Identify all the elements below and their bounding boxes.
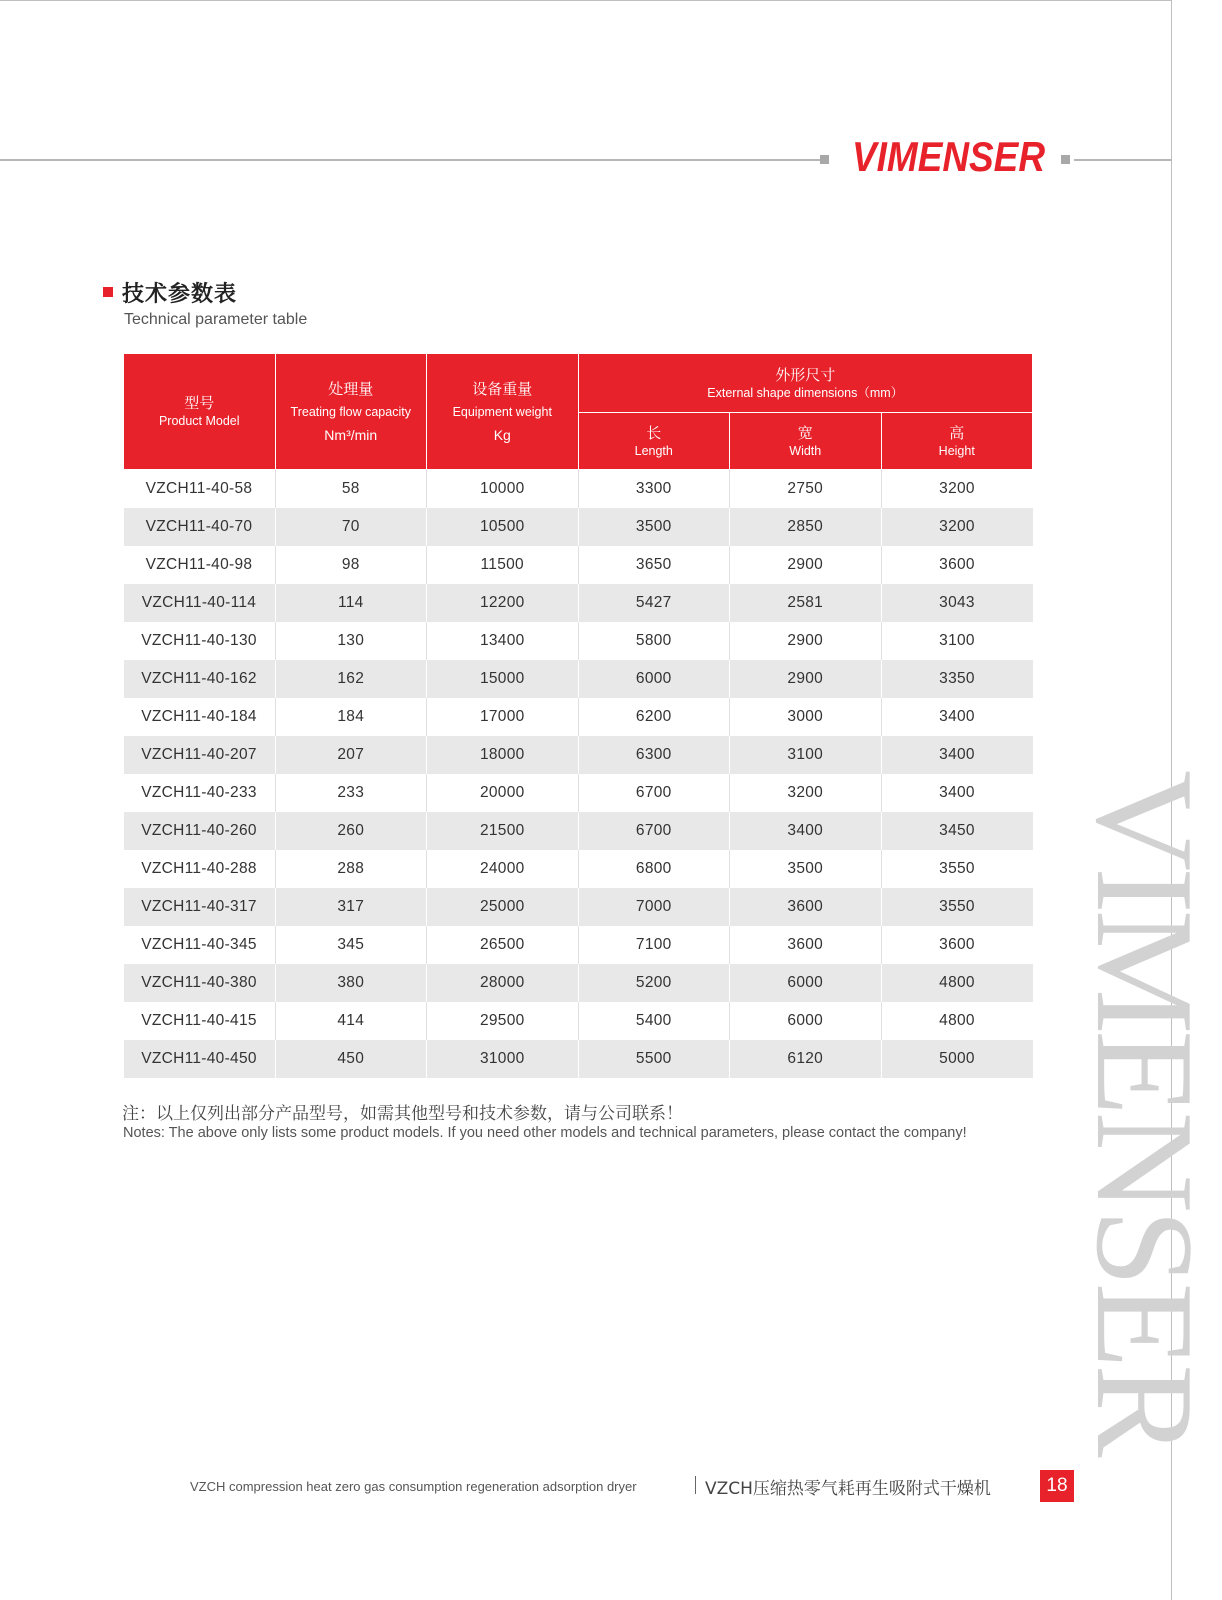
header-weight bbox=[427, 354, 579, 470]
header-height bbox=[881, 413, 1033, 470]
header-width-en: Width bbox=[789, 443, 822, 458]
table-row bbox=[124, 736, 1033, 774]
cell-flow: 233 bbox=[275, 774, 427, 812]
cell-length: 5400 bbox=[578, 1002, 730, 1040]
header-weight-cn: 设备重量 bbox=[472, 379, 533, 398]
header-dimensions-cn: 外形尺寸 bbox=[775, 365, 836, 384]
cell-flow: 450 bbox=[275, 1040, 427, 1078]
header-rule-right bbox=[1074, 159, 1172, 161]
table-row bbox=[124, 546, 1033, 584]
table-row bbox=[124, 660, 1033, 698]
table-row bbox=[124, 508, 1033, 546]
cell-weight: 13400 bbox=[427, 622, 579, 660]
cell-height: 3600 bbox=[881, 546, 1033, 584]
page-top-border bbox=[0, 0, 1172, 1]
brand-watermark-text: VIMENSER bbox=[1067, 770, 1222, 1454]
table-row bbox=[124, 470, 1033, 509]
table-body bbox=[124, 470, 1033, 1079]
cell-width: 2900 bbox=[730, 546, 882, 584]
cell-length: 6700 bbox=[578, 774, 730, 812]
table-row bbox=[124, 1002, 1033, 1040]
cell-flow: 414 bbox=[275, 1002, 427, 1040]
table-row bbox=[124, 774, 1033, 812]
cell-model: VZCH11-40-207 bbox=[124, 736, 276, 774]
section-subtitle: Technical parameter table bbox=[124, 311, 308, 328]
cell-height: 4800 bbox=[881, 1002, 1033, 1040]
cell-flow: 70 bbox=[275, 508, 427, 546]
header-flow-unit: Nm³/min bbox=[324, 426, 378, 443]
cell-weight: 12200 bbox=[427, 584, 579, 622]
cell-weight: 21500 bbox=[427, 812, 579, 850]
table-row bbox=[124, 812, 1033, 850]
table-row bbox=[124, 584, 1033, 622]
cell-length: 5500 bbox=[578, 1040, 730, 1078]
brand-watermark bbox=[1067, 770, 1222, 1600]
cell-length: 6700 bbox=[578, 812, 730, 850]
header-height-cn: 高 bbox=[949, 423, 965, 442]
table-row bbox=[124, 1040, 1033, 1078]
cell-model: VZCH11-40-317 bbox=[124, 888, 276, 926]
cell-flow: 317 bbox=[275, 888, 427, 926]
cell-model: VZCH11-40-260 bbox=[124, 812, 276, 850]
cell-height: 3043 bbox=[881, 584, 1033, 622]
cell-flow: 288 bbox=[275, 850, 427, 888]
cell-length: 3650 bbox=[578, 546, 730, 584]
cell-weight: 24000 bbox=[427, 850, 579, 888]
cell-height: 3400 bbox=[881, 736, 1033, 774]
footer-title-chinese: VZCH压缩热零气耗再生吸附式干燥机 bbox=[705, 1479, 991, 1499]
cell-height: 4800 bbox=[881, 964, 1033, 1002]
cell-weight: 10000 bbox=[427, 470, 579, 509]
cell-length: 7000 bbox=[578, 888, 730, 926]
header-width-cn: 宽 bbox=[797, 423, 813, 442]
cell-length: 6800 bbox=[578, 850, 730, 888]
cell-model: VZCH11-40-114 bbox=[124, 584, 276, 622]
cell-flow: 58 bbox=[275, 470, 427, 509]
table-row bbox=[124, 926, 1033, 964]
header-length-en: Length bbox=[634, 443, 673, 458]
cell-weight: 11500 bbox=[427, 546, 579, 584]
cell-weight: 26500 bbox=[427, 926, 579, 964]
header-rule-marker-right bbox=[1061, 155, 1070, 164]
footer-separator bbox=[695, 1476, 696, 1494]
cell-model: VZCH11-40-98 bbox=[124, 546, 276, 584]
table-row bbox=[124, 850, 1033, 888]
footer-title-english: VZCH compression heat zero gas consumption regeneration adsorption dryer bbox=[190, 1479, 637, 1494]
header-flow-cn: 处理量 bbox=[328, 379, 374, 398]
cell-width: 6000 bbox=[730, 964, 882, 1002]
cell-height: 3550 bbox=[881, 888, 1033, 926]
cell-model: VZCH11-40-70 bbox=[124, 508, 276, 546]
cell-model: VZCH11-40-58 bbox=[124, 470, 276, 509]
cell-flow: 162 bbox=[275, 660, 427, 698]
cell-flow: 184 bbox=[275, 698, 427, 736]
cell-weight: 28000 bbox=[427, 964, 579, 1002]
cell-model: VZCH11-40-450 bbox=[124, 1040, 276, 1078]
header-weight-unit: Kg bbox=[493, 426, 511, 443]
brand-logo bbox=[852, 130, 1047, 180]
header-rule-marker-left bbox=[820, 155, 829, 164]
cell-height: 3200 bbox=[881, 470, 1033, 509]
cell-height: 3450 bbox=[881, 812, 1033, 850]
cell-length: 5800 bbox=[578, 622, 730, 660]
cell-model: VZCH11-40-233 bbox=[124, 774, 276, 812]
cell-weight: 15000 bbox=[427, 660, 579, 698]
cell-width: 3400 bbox=[730, 812, 882, 850]
cell-length: 6000 bbox=[578, 660, 730, 698]
cell-width: 3600 bbox=[730, 888, 882, 926]
cell-length: 6300 bbox=[578, 736, 730, 774]
cell-flow: 207 bbox=[275, 736, 427, 774]
cell-width: 3200 bbox=[730, 774, 882, 812]
cell-height: 3100 bbox=[881, 622, 1033, 660]
section-title-marker bbox=[103, 287, 113, 297]
cell-height: 3200 bbox=[881, 508, 1033, 546]
cell-height: 3550 bbox=[881, 850, 1033, 888]
cell-width: 3600 bbox=[730, 926, 882, 964]
cell-flow: 130 bbox=[275, 622, 427, 660]
cell-length: 5200 bbox=[578, 964, 730, 1002]
parameter-table bbox=[123, 353, 1033, 1078]
cell-height: 3600 bbox=[881, 926, 1033, 964]
cell-height: 3350 bbox=[881, 660, 1033, 698]
cell-width: 2750 bbox=[730, 470, 882, 509]
cell-flow: 260 bbox=[275, 812, 427, 850]
table-row bbox=[124, 622, 1033, 660]
cell-length: 3500 bbox=[578, 508, 730, 546]
cell-flow: 380 bbox=[275, 964, 427, 1002]
cell-length: 5427 bbox=[578, 584, 730, 622]
cell-length: 3300 bbox=[578, 470, 730, 509]
cell-width: 2900 bbox=[730, 622, 882, 660]
header-length-cn: 长 bbox=[646, 423, 662, 442]
header-dimensions bbox=[578, 354, 1033, 413]
header-flow bbox=[275, 354, 427, 470]
cell-weight: 29500 bbox=[427, 1002, 579, 1040]
cell-model: VZCH11-40-162 bbox=[124, 660, 276, 698]
cell-width: 3000 bbox=[730, 698, 882, 736]
note-english: Notes: The above only lists some product models. If you need other models and technical parameters, please contact the company! bbox=[123, 1125, 967, 1141]
header-model-en: Product Model bbox=[158, 414, 240, 428]
cell-height: 5000 bbox=[881, 1040, 1033, 1078]
cell-height: 3400 bbox=[881, 774, 1033, 812]
cell-flow: 114 bbox=[275, 584, 427, 622]
cell-model: VZCH11-40-184 bbox=[124, 698, 276, 736]
cell-width: 3500 bbox=[730, 850, 882, 888]
cell-width: 2850 bbox=[730, 508, 882, 546]
header-dimensions-en: External shape dimensions（mm） bbox=[707, 385, 904, 400]
cell-weight: 31000 bbox=[427, 1040, 579, 1078]
header-model-cn: 型号 bbox=[184, 394, 215, 412]
section-title: 技术参数表 bbox=[122, 282, 238, 307]
header-model bbox=[124, 354, 276, 470]
svg-text:VIMENSER: VIMENSER bbox=[852, 133, 1046, 180]
cell-weight: 18000 bbox=[427, 736, 579, 774]
note-chinese: 注：以上仅列出部分产品型号，如需其他型号和技术参数，请与公司联系！ bbox=[122, 1104, 683, 1124]
cell-model: VZCH11-40-345 bbox=[124, 926, 276, 964]
table-row bbox=[124, 964, 1033, 1002]
cell-width: 6120 bbox=[730, 1040, 882, 1078]
cell-model: VZCH11-40-415 bbox=[124, 1002, 276, 1040]
cell-flow: 345 bbox=[275, 926, 427, 964]
cell-width: 2900 bbox=[730, 660, 882, 698]
cell-width: 2581 bbox=[730, 584, 882, 622]
table-row bbox=[124, 698, 1033, 736]
cell-model: VZCH11-40-288 bbox=[124, 850, 276, 888]
cell-model: VZCH11-40-380 bbox=[124, 964, 276, 1002]
cell-width: 3100 bbox=[730, 736, 882, 774]
cell-weight: 20000 bbox=[427, 774, 579, 812]
page-number: 18 bbox=[1040, 1470, 1074, 1502]
header-rule-left bbox=[0, 159, 820, 161]
header-height-en: Height bbox=[938, 443, 975, 458]
cell-weight: 17000 bbox=[427, 698, 579, 736]
header-length bbox=[578, 413, 730, 470]
cell-length: 6200 bbox=[578, 698, 730, 736]
header-weight-en: Equipment weight bbox=[452, 404, 552, 419]
cell-flow: 98 bbox=[275, 546, 427, 584]
cell-width: 6000 bbox=[730, 1002, 882, 1040]
header-flow-en: Treating flow capacity bbox=[290, 404, 411, 419]
cell-height: 3400 bbox=[881, 698, 1033, 736]
table-row bbox=[124, 888, 1033, 926]
cell-weight: 25000 bbox=[427, 888, 579, 926]
cell-length: 7100 bbox=[578, 926, 730, 964]
cell-weight: 10500 bbox=[427, 508, 579, 546]
cell-model: VZCH11-40-130 bbox=[124, 622, 276, 660]
header-width bbox=[730, 413, 882, 470]
